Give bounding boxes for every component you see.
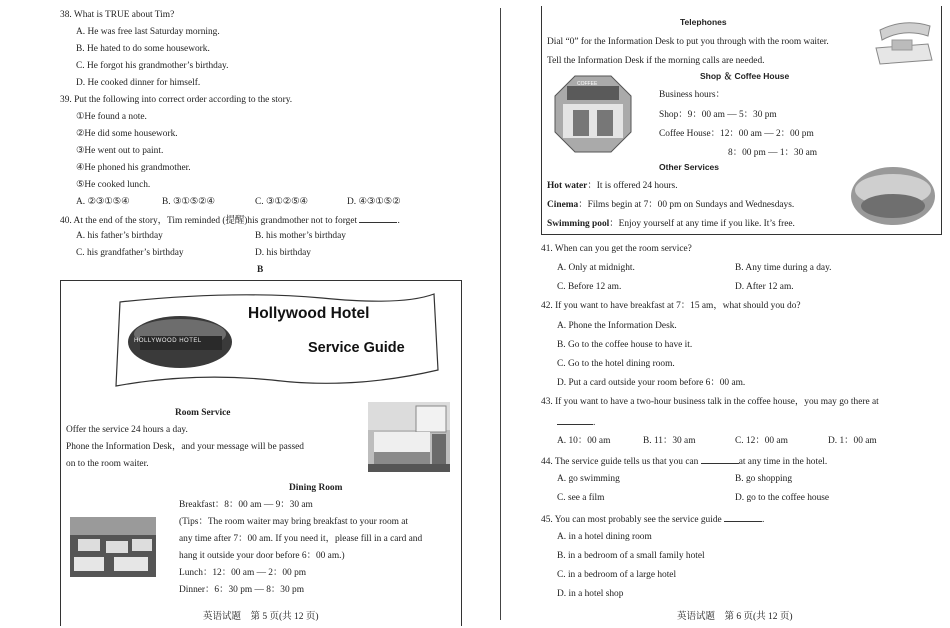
dining-line-3: any time after 7：00 am. If you need it，please fill in a card and (179, 534, 423, 544)
q43-option-d: D. 1：00 am (828, 436, 877, 446)
left-footer: 英语试题 第 5 页(共 12 页) (203, 612, 319, 622)
q41-option-a: A. Only at midnight. (557, 263, 635, 273)
pool-label: Swimming pool (547, 219, 610, 229)
q43-blank (557, 415, 593, 425)
dining-line-4: hang it outside your door before 6：00 am.) (179, 551, 345, 561)
room-service-line-2: Phone the Information Desk，and your message will be passed (66, 442, 304, 452)
room-service-line-1: Offer the service 24 hours a day. (66, 425, 188, 435)
q42-option-a: A. Phone the Information Desk. (557, 321, 677, 331)
section-label: B (257, 265, 264, 275)
q44-option-b: B. go shopping (735, 474, 793, 484)
q39-item-3: ③He went out to paint. (76, 146, 164, 156)
q38-option-b: B. He hated to do some housework. (76, 44, 210, 54)
page-divider (500, 8, 501, 620)
dining-line-1: Breakfast：8：00 am — 9：30 am (179, 500, 313, 510)
pool-text: ：Enjoy yourself at any time if you like. It’s free. (609, 219, 795, 229)
q42-option-c: C. Go to the hotel dining room. (557, 359, 675, 369)
shop-title: Shop ＆ Coffee House (700, 71, 790, 81)
q41-stem: 41. When can you get the room service? (541, 244, 692, 254)
q45-stem (541, 512, 764, 526)
q38-option-a: A. He was free last Saturday morning. (76, 27, 220, 37)
coffee-hours: Coffee House：12：00 am — 2：00 pm (659, 129, 814, 139)
hot-water-text: ：It is offered 24 hours. (587, 181, 678, 191)
q45-option-a: A. in a hotel dining room (557, 532, 652, 542)
q44-stem (541, 454, 827, 468)
q45-stem-text: 45. You can most probably see the service guide (541, 515, 722, 525)
cinema-line (547, 199, 794, 211)
q40-option-b: B. his mother’s birthday (255, 231, 346, 241)
q42-option-d: D. Put a card outside your room before 6：00 am. (557, 378, 746, 388)
q45-option-b: B. in a bedroom of a small family hotel (557, 551, 705, 561)
q43-stem: 43. If you want to have a two-hour business talk in the coffee house，you may go there at (541, 397, 879, 407)
cinema-text: ：Films begin at 7：00 pm on Sundays and Wednesdays. (578, 200, 795, 210)
q44-option-d: D. go to the coffee house (735, 493, 830, 503)
q44-option-c: C. see a film (557, 493, 605, 503)
q40-stem-end: . (397, 216, 400, 226)
q44-option-a: A. go swimming (557, 474, 620, 484)
q38-option-c: C. He forgot his grandmother’s birthday. (76, 61, 229, 71)
pool-line (547, 218, 795, 230)
right-footer: 英语试题 第 6 页(共 12 页) (677, 612, 793, 622)
q39-option-c: C. ③①②⑤④ (255, 197, 308, 207)
shop-hours: Shop：9：00 am — 5：30 pm (659, 110, 777, 120)
q39-item-5: ⑤He cooked lunch. (76, 180, 151, 190)
q43-option-b: B. 11：30 am (643, 436, 696, 446)
q45-stem-end: . (762, 515, 765, 525)
dining-line-5: Lunch：12：00 am — 2：00 pm (179, 568, 307, 578)
q38-stem: 38. What is TRUE about Tim? (60, 10, 175, 20)
coffee-sign: COFFEE (577, 81, 598, 87)
hot-water-label: Hot water (547, 181, 588, 191)
q45-option-c: C. in a bedroom of a large hotel (557, 570, 677, 580)
dining-line-2: (Tips：The room waiter may bring breakfast to your room at (179, 517, 409, 527)
coffee-hours-evening: 8：00 pm — 1：30 am (728, 148, 818, 158)
q41-option-b: B. Any time during a day. (735, 263, 832, 273)
q41-option-c: C. Before 12 am. (557, 282, 622, 292)
telephones-title: Telephones (680, 17, 727, 27)
telephone-icon (870, 14, 938, 68)
q43-stem-end (557, 415, 595, 429)
q44-blank (701, 454, 739, 464)
q39-option-b: B. ③①⑤②④ (162, 197, 215, 207)
swimming-pool-photo (850, 166, 936, 226)
q42-stem: 42. If you want to have breakfast at 7：15 am，what should you do? (541, 301, 801, 311)
q40-option-a: A. his father’s birthday (76, 231, 163, 241)
guide-title: Service Guide (308, 340, 405, 356)
q40-blank (359, 213, 397, 223)
hotel-bedroom-photo (368, 402, 450, 472)
q44-stem-end: at any time in the hotel. (738, 457, 828, 467)
q45-option-d: D. in a hotel shop (557, 589, 624, 599)
q39-option-a: A. ②③①⑤④ (76, 197, 130, 207)
dining-line-6: Dinner：6：30 pm — 8：30 pm (179, 585, 304, 595)
cinema-label: Cinema (547, 200, 579, 210)
q43-option-a: A. 10：00 am (557, 436, 611, 446)
room-service-line-3: on to the room waiter. (66, 459, 149, 469)
q39-item-1: ①He found a note. (76, 112, 147, 122)
q45-blank (724, 512, 762, 522)
q42-option-b: B. Go to the coffee house to have it. (557, 340, 693, 350)
q40-stem-text: 40. At the end of the story，Tim reminded (提醒)his grandmother not to forget (60, 216, 358, 226)
q38-option-d: D. He cooked dinner for himself. (76, 78, 201, 88)
q39-stem: 39. Put the following into correct order according to the story. (60, 95, 293, 105)
telephones-line-1: Dial “0” for the Information Desk to put you through with the room waiter. (547, 37, 829, 47)
q40-stem (60, 213, 400, 227)
other-services-title: Other Services (659, 162, 720, 172)
room-service-title: Room Service (175, 408, 231, 418)
q39-item-2: ②He did some housework. (76, 129, 178, 139)
hot-water-line (547, 180, 678, 192)
hotel-title: Hollywood Hotel (248, 305, 370, 322)
q39-option-d: D. ④③①⑤② (347, 197, 401, 207)
q40-option-c: C. his grandfather’s birthday (76, 248, 184, 258)
dining-room-photo (70, 517, 156, 577)
q39-item-4: ④He phoned his grandmother. (76, 163, 191, 173)
dining-room-title: Dining Room (289, 483, 343, 493)
q43-stem-period: . (593, 418, 596, 428)
q41-option-d: D. After 12 am. (735, 282, 794, 292)
telephones-line-2: Tell the Information Desk if the morning calls are needed. (547, 56, 765, 66)
q40-option-d: D. his birthday (255, 248, 311, 258)
q43-option-c: C. 12：00 am (735, 436, 788, 446)
business-hours-label: Business hours： (659, 90, 725, 100)
hotel-logo-text: HOLLYWOOD HOTEL (134, 338, 202, 344)
q44-stem-text: 44. The service guide tells us that you can (541, 457, 699, 467)
